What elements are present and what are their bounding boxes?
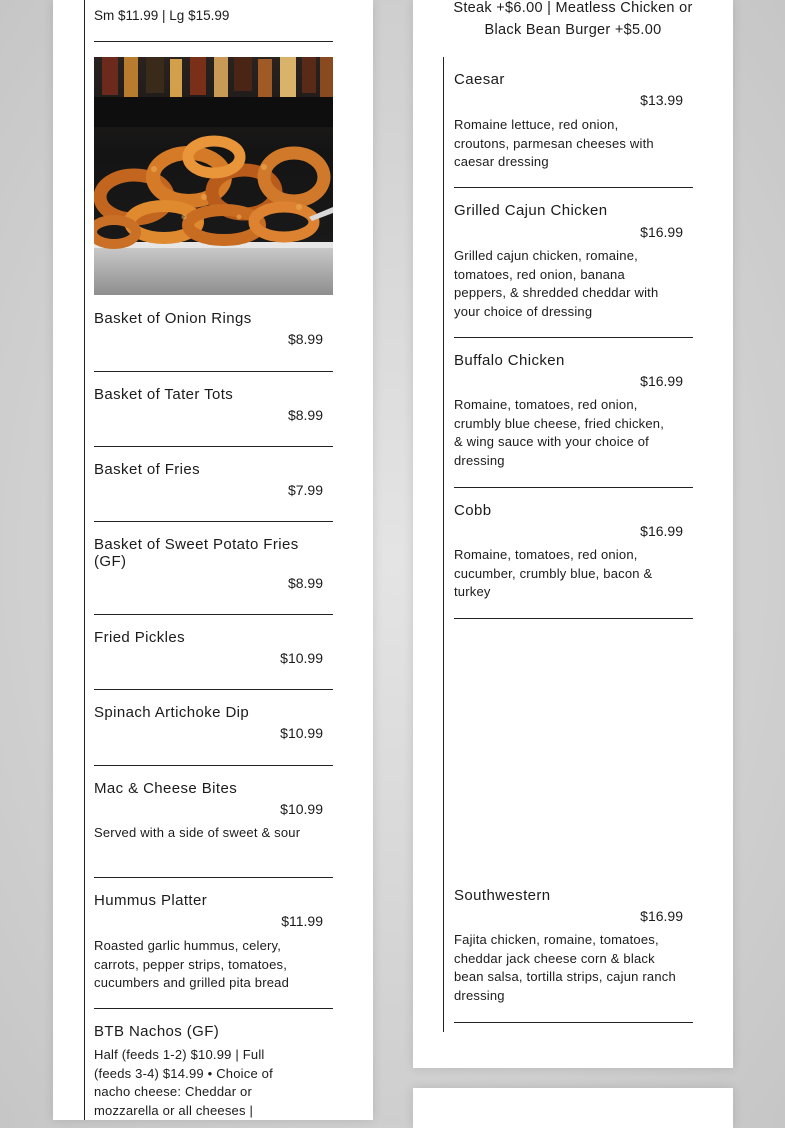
divider bbox=[94, 765, 333, 766]
divider bbox=[94, 877, 333, 878]
divider bbox=[454, 1022, 693, 1023]
item-name: Mac & Cheese Bites bbox=[94, 780, 238, 797]
onion-rings-photo-icon[interactable] bbox=[94, 57, 333, 295]
item-description: Romaine, tomatoes, red onion, crumbly blue cheese, fried chicken, & wing sauce with your choice of dressing bbox=[454, 397, 665, 468]
right-column-rule bbox=[443, 57, 444, 1032]
item-price: $7.99 bbox=[287, 482, 323, 498]
left-column-rule bbox=[84, 0, 85, 1120]
addon-options: Steak +$6.00 | Meatless Chicken or bbox=[453, 0, 693, 16]
item-name: Cobb bbox=[454, 502, 492, 519]
item-name: Basket of Tater Tots bbox=[94, 386, 234, 403]
item-name: Fried Pickles bbox=[94, 629, 186, 646]
item-name: Southwestern bbox=[454, 887, 551, 904]
addon-options: Black Bean Burger +$5.00 bbox=[484, 22, 662, 38]
item-name: Caesar bbox=[454, 71, 505, 88]
item-price: $10.99 bbox=[280, 650, 323, 666]
item-description: Fajita chicken, romaine, tomatoes, cheddar jack cheese corn & black bean salsa, tortilla strips, cajun ranch dressing bbox=[454, 932, 676, 1003]
item-price: $10.99 bbox=[280, 801, 323, 817]
divider bbox=[94, 1008, 333, 1009]
item-price: $16.99 bbox=[640, 908, 683, 924]
item-name: Basket of Fries bbox=[94, 461, 201, 478]
divider bbox=[94, 614, 333, 615]
item-price: $8.99 bbox=[287, 331, 323, 347]
item-name: Spinach Artichoke Dip bbox=[94, 704, 250, 721]
item-name: Grilled Cajun Chicken bbox=[454, 202, 608, 219]
item-description: Romaine lettuce, red onion, croutons, parmesan cheeses with caesar dressing bbox=[454, 117, 654, 170]
item-price: $8.99 bbox=[287, 575, 323, 591]
item-price: $8.99 bbox=[287, 407, 323, 423]
item-price: $11.99 bbox=[281, 913, 323, 929]
item-description: Roasted garlic hummus, celery, carrots, pepper strips, tomatoes, cucumbers and grilled pita bread bbox=[94, 938, 290, 991]
item-name: Basket of Sweet Potato Fries (GF) bbox=[94, 536, 299, 570]
item-description: Half (feeds 1-2) $10.99 | Full (feeds 3-4) $14.99 • Choice of nacho cheese: Cheddar or mozzarella or all cheeses | bbox=[94, 1047, 273, 1118]
item-description: Romaine, tomatoes, red onion, cucumber, crumbly blue, bacon & turkey bbox=[454, 547, 653, 600]
divider bbox=[454, 487, 693, 488]
item-name: Hummus Platter bbox=[94, 892, 208, 909]
item-price: $16.99 bbox=[640, 224, 683, 240]
divider bbox=[454, 187, 693, 188]
divider bbox=[94, 446, 333, 447]
next-menu-card bbox=[413, 1088, 733, 1128]
divider bbox=[454, 337, 693, 338]
divider bbox=[94, 689, 333, 690]
divider bbox=[454, 618, 693, 619]
size-pricing: Sm $11.99 | Lg $15.99 bbox=[94, 8, 230, 23]
item-name: Buffalo Chicken bbox=[454, 352, 565, 369]
item-price: $13.99 bbox=[640, 92, 683, 108]
divider bbox=[94, 521, 333, 522]
item-description: Served with a side of sweet & sour bbox=[94, 825, 301, 840]
divider bbox=[94, 371, 333, 372]
divider bbox=[94, 41, 333, 42]
item-description: Grilled cajun chicken, romaine, tomatoes, red onion, banana peppers, & shredded cheddar with your choice of dressing bbox=[454, 248, 659, 319]
item-price: $16.99 bbox=[640, 373, 683, 389]
item-name: Basket of Onion Rings bbox=[94, 310, 252, 327]
item-price: $16.99 bbox=[640, 523, 683, 539]
item-price: $10.99 bbox=[280, 725, 323, 741]
item-name: BTB Nachos (GF) bbox=[94, 1023, 220, 1040]
